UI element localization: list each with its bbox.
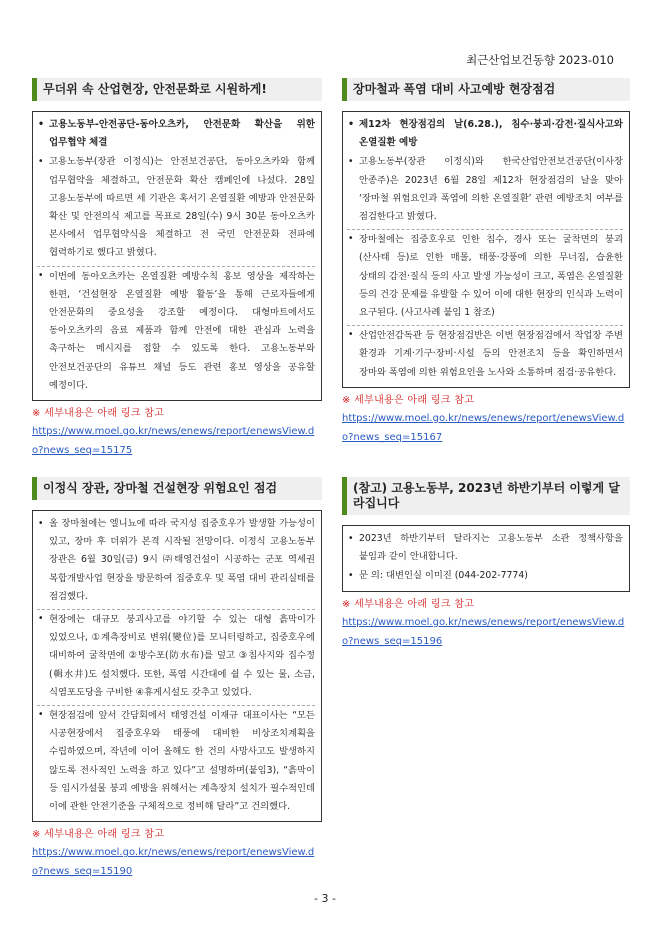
section-content-box [32, 510, 322, 822]
section-minister-site-check [32, 477, 322, 878]
reference-note: ※ 세부내용은 아래 링크 참고 [342, 394, 475, 406]
list-item: • 제12차 현장점검의 날(6.28.), 침수·붕괴·감전·질식사고와 온열질환 예방 [347, 116, 623, 153]
section-title: 장마철과 폭염 대비 사고예방 현장점검 [342, 78, 630, 101]
reference-note: ※ 세부내용은 아래 링크 참고 [342, 598, 475, 610]
section-content-box [342, 525, 630, 592]
list-item: • 고용노동부(장관 이정식)는 안전보건공단, 동아오츠카와 함께 업무협약을 체결하고, 안전문화 확산 캠페인에 나섰다. 28일 고용노동부에 따르면 세 기관은 혹서기 온열질환 예방과 안전문화 확산 및 안전의식 제고를 목표로 28일(수) 9시 30분 동아오츠카 본사에서 업무협약식을 체결하고 전 국민 안전문화 전파에 협력하기로 했다고 밝혔다. [37, 153, 315, 263]
header-doc-info: 최근산업보건동향 2023-010 [466, 53, 614, 67]
list-item: • 장마철에는 집중호우로 인한 침수, 경사 또는 굴착면의 붕괴(산사태 등)로 인한 매몰, 태풍·강풍에 의한 무너짐, 습윤한 상태의 감전·질식 등의 사고 발생 가능성이 크고, 폭염은 온열질환 등의 건강 문제를 유발할 수 있어 이에 대한 현장의 인식과 노력이 요구된다. (사고사례 붙임 1 참조) [347, 229, 623, 323]
section-heat-safety-culture [32, 78, 322, 457]
section-title: (참고) 고용노동부, 2023년 하반기부터 이렇게 달라집니다 [342, 477, 630, 515]
section-title: 이정식 장관, 장마철 건설현장 위험요인 점검 [32, 477, 322, 500]
page-number: - 3 - [314, 892, 336, 905]
reference-link[interactable]: https://www.moel.go.kr/news/enews/report/enewsView.do?news_seq=15175 [32, 426, 315, 457]
reference-link[interactable]: https://www.moel.go.kr/news/enews/report/enewsView.do?news_seq=15196 [342, 616, 625, 647]
section-rainy-season-inspection [342, 78, 630, 444]
reference-note: ※ 세부내용은 아래 링크 참고 [32, 408, 165, 420]
list-item: • 고용노동부(장관 이정식)와 한국산업안전보건공단(이사장 안종주)은 2023년 6월 28일 제12차 현장점검의 날을 맞아 ‘장마철 위험요인과 폭염에 의한 온열질환’ 관련 예방조치 여부를 점검한다고 밝혔다. [347, 153, 623, 227]
section-title: 무더위 속 산업현장, 안전문화로 시원하게! [32, 78, 322, 101]
list-item: • 올 장마철에는 엘니뇨에 따라 국지성 집중호우가 발생할 가능성이 있고, 장마 후 더위가 본격 시작될 전망이다. 이정식 고용노동부 장관은 6월 30일(금) 9시 ㈜태영건설이 시공하는 군포 역세권 복합개발사업 현장을 방문하여 집중호우 및 폭염 대비 관리실태를 점검했다. [37, 515, 315, 607]
list-item: • 2023년 하반기부터 달라지는 고용노동부 소관 정책사항을 붙임과 같이 안내합니다. [347, 530, 623, 567]
section-h2-changes [342, 477, 630, 648]
reference-note: ※ 세부내용은 아래 링크 참고 [32, 829, 165, 841]
list-item: • 현장점검에 앞서 간담회에서 태영건설 이재규 대표이사는 “모든 시공현장에서 집중호우와 태풍에 대비한 비상조치계획을 수립하였으며, 작년에 이어 올해도 한 건의 사망사고도 발생하지 않도록 전사적인 노력을 하고 있다”고 설명하며(붙임3), “흙막이 등 임시가설물 붕괴 예방을 위해서는 계측장치 설치가 필수적인데 이에 관한 안전기준을 구체적으로 정비해 달라”고 건의했다. [37, 705, 315, 817]
list-item: • 현장에는 대규모 붕괴사고를 야기할 수 있는 대형 흙막이가 있었으나, ①계측장비로 변위(變位)를 모니터링하고, 집중호우에 대비하여 굴착면에 ②방수포(防水布)를 덮고 ③침사지와 집수정(輯水井)도 설치했다. 또한, 폭염 시간대에 쉴 수 있는 물, 소금, 식염포도당을 구비한 ④휴게시설도 갖추고 있었다. [37, 609, 315, 703]
section-content-box [342, 111, 630, 388]
list-item: • 문 의: 대변인실 이미진 (044-202-7774) [347, 567, 623, 586]
list-item: • 산업안전감독관 등 현장점검반은 이번 현장점검에서 작업장 주변 환경과 기계·기구·장비·시설 등의 안전조치 등을 확인하면서 장마와 폭염에 의한 위험요인을 노사와 소통하며 점검·공유한다. [347, 325, 623, 383]
reference-link[interactable]: https://www.moel.go.kr/news/enews/report/enewsView.do?news_seq=15190 [32, 847, 315, 878]
reference-link[interactable]: https://www.moel.go.kr/news/enews/report/enewsView.do?news_seq=15167 [342, 412, 625, 443]
list-item: • 고용노동부-안전공단-동아오츠카, 안전문화 확산을 위한 업무협약 체결 [37, 116, 315, 153]
section-content-box [32, 111, 322, 401]
list-item: • 이번에 동아오츠카는 온열질환 예방수칙 홍보 영상을 제작하는 한편, ‘건설현장 온열질환 예방 활동’을 통해 근로자들에게 안전문화의 중요성을 강조할 예정이다. 대형마트에서도 동아오츠카의 음료 제품과 함께 안전에 대한 관심과 노력을 촉구하는 메시지를 접할 수 있도록 한다. 고용노동부와 안전보건공단의 유튜브 채널 등도 관련 홍보 영상을 공유할 예정이다. [37, 266, 315, 396]
